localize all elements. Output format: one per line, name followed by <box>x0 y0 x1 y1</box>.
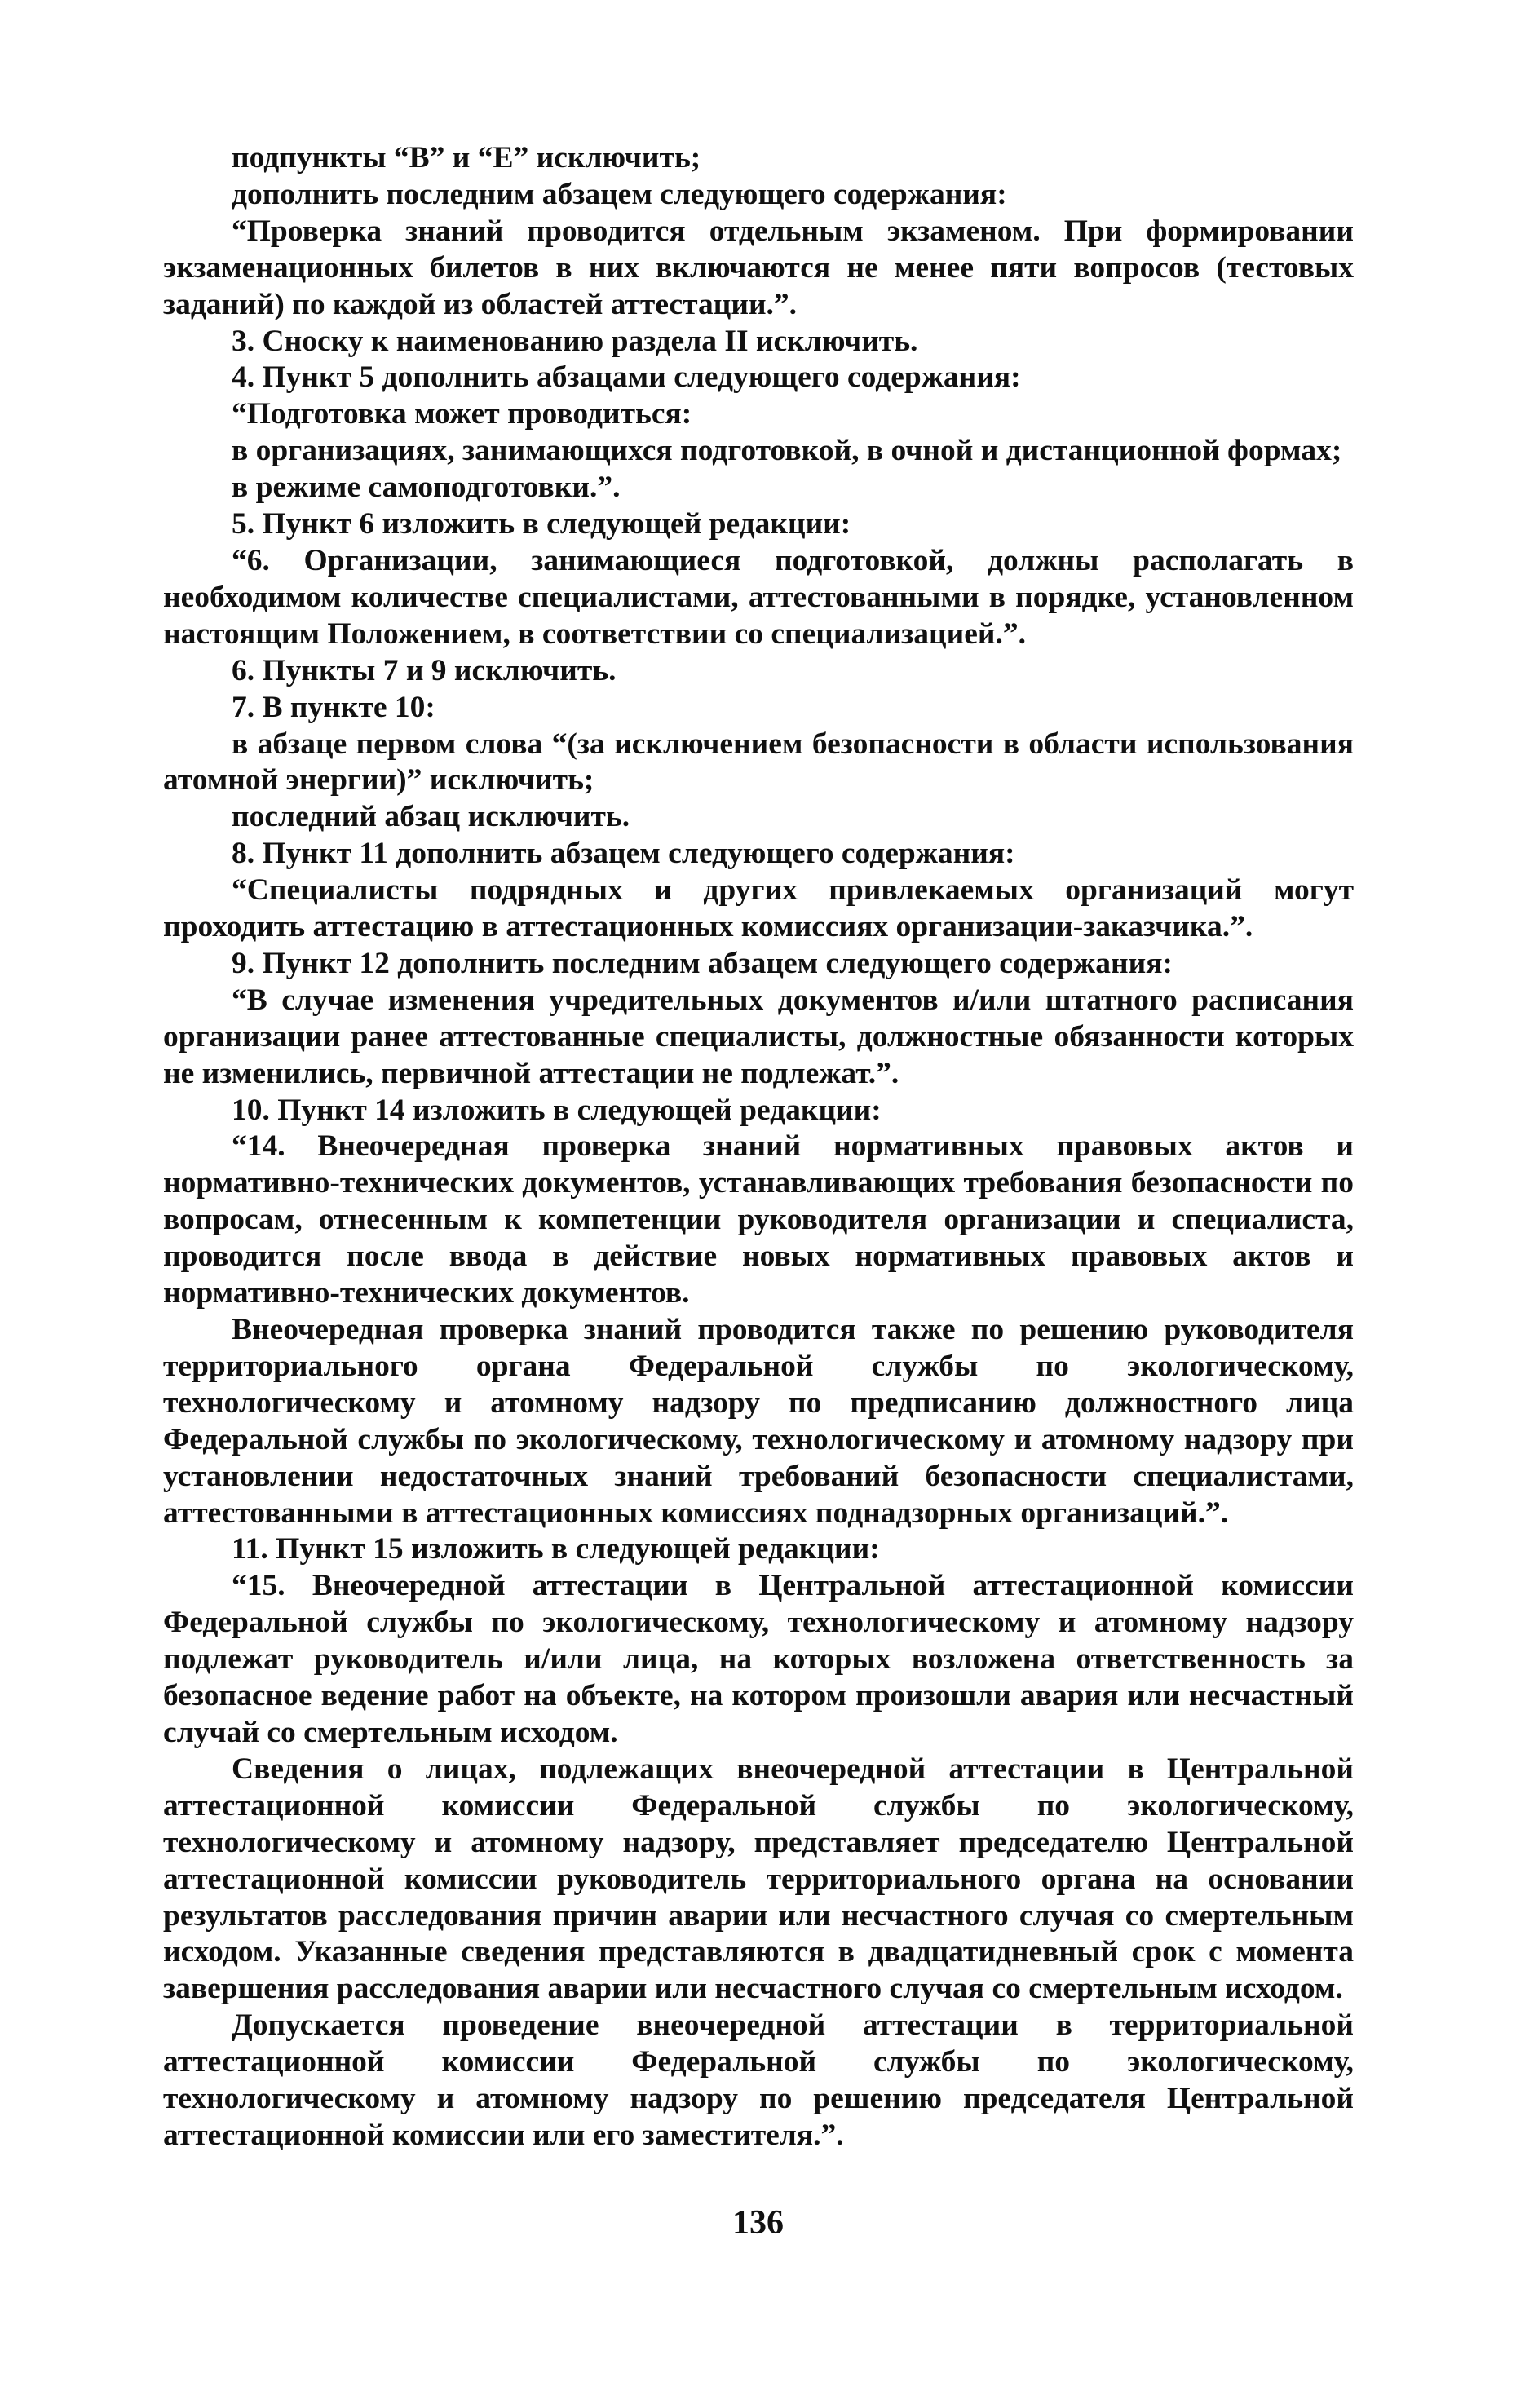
paragraph: Сведения о лицах, подлежащих внеочередной аттестации в Центральной аттестационной комиссии Федеральной службы по экологическому, технологическому и атомному надзору, представляет председателю Центральной аттестационной комиссии руководитель территориального органа на основании результатов расследования причин аварии или несчастного случая со смертельным исходом. Указанные сведения представляются в двадцатидневный срок с момента завершения расследования аварии или несчастного случая со смертельным исходом. <box>163 1752 1354 2006</box>
paragraph: подпункты “В” и “Е” исключить; <box>232 141 701 175</box>
paragraph: 9. Пункт 12 дополнить последним абзацем следующего содержания: <box>232 946 1173 980</box>
paragraph: “В случае изменения учредительных документов и/или штатного расписания организации ранее аттестованные специалисты, должностные обязанности которых не изменились, первичной аттестации не подлежат.”. <box>163 983 1354 1090</box>
paragraph: 11. Пункт 15 изложить в следующей редакции: <box>232 1532 880 1566</box>
paragraph: в организациях, занимающихся подготовкой, в очной и дистанционной формах; <box>232 434 1342 468</box>
paragraph: 7. В пункте 10: <box>232 690 435 724</box>
paragraph: 10. Пункт 14 изложить в следующей редакции: <box>232 1093 882 1127</box>
paragraph: дополнить последним абзацем следующего содержания: <box>232 177 1007 211</box>
paragraph: “14. Внеочередная проверка знаний нормативных правовых актов и нормативно-технических документов, устанавливающих требования безопасности по вопросам, отнесенным к компетенции руководителя организации и специалиста, проводится после ввода в действие новых нормативных правовых актов и нормативно-технических документов. <box>163 1129 1354 1310</box>
paragraph: 8. Пункт 11 дополнить абзацем следующего содержания: <box>232 837 1015 871</box>
paragraph: Внеочередная проверка знаний проводится также по решению руководителя территориального органа Федеральной службы по экологическому, технологическому и атомному надзору по предписанию должностного лица Федеральной службы по экологическому, технологическому и атомному надзору при установлении недостаточных знаний требований безопасности специалистами, аттестованными в аттестационных комиссиях поднадзорных организаций.”. <box>163 1313 1354 1530</box>
document-body <box>163 140 1354 2154</box>
paragraph: 5. Пункт 6 изложить в следующей редакции: <box>232 507 851 541</box>
paragraph: 4. Пункт 5 дополнить абзацами следующего содержания: <box>232 360 1021 395</box>
page-number: 136 <box>732 2204 784 2242</box>
paragraph: “Подготовка может проводиться: <box>232 397 692 431</box>
paragraph: “Проверка знаний проводится отдельным экзаменом. При формировании экзаменационных билетов в них включаются не менее пяти вопросов (тестовых заданий) по каждой из областей аттестации.”. <box>163 214 1354 321</box>
paragraph: последний абзац исключить. <box>232 800 630 834</box>
paragraph: 6. Пункты 7 и 9 исключить. <box>232 653 617 687</box>
paragraph: “6. Организации, занимающиеся подготовкой, должны располагать в необходимом количестве специалистами, аттестованными в порядке, установленном настоящим Положением, в соответствии со специализацией.”. <box>163 543 1354 651</box>
paragraph: 3. Сноску к наименованию раздела II исключить. <box>232 324 918 358</box>
paragraph: в режиме самоподготовки.”. <box>232 471 621 505</box>
paragraph: “Специалисты подрядных и других привлекаемых организаций могут проходить аттестацию в аттестационных комиссиях организации-заказчика.”. <box>163 873 1354 944</box>
paragraph: “15. Внеочередной аттестации в Центральной аттестационной комиссии Федеральной службы по экологическому, технологическому и атомному надзору подлежат руководитель и/или лица, на которых возложена ответственность за безопасное ведение работ на объекте, на котором произошли авария или несчастный случай со смертельным исходом. <box>163 1569 1354 1749</box>
paragraph: в абзаце первом слова “(за исключением безопасности в области использования атомной энергии)” исключить; <box>163 727 1354 798</box>
paragraph: Допускается проведение внеочередной аттестации в территориальной аттестационной комиссии Федеральной службы по экологическому, технологическому и атомному надзору по решению председателя Центральной аттестационной комиссии или его заместителя.”. <box>163 2008 1354 2152</box>
